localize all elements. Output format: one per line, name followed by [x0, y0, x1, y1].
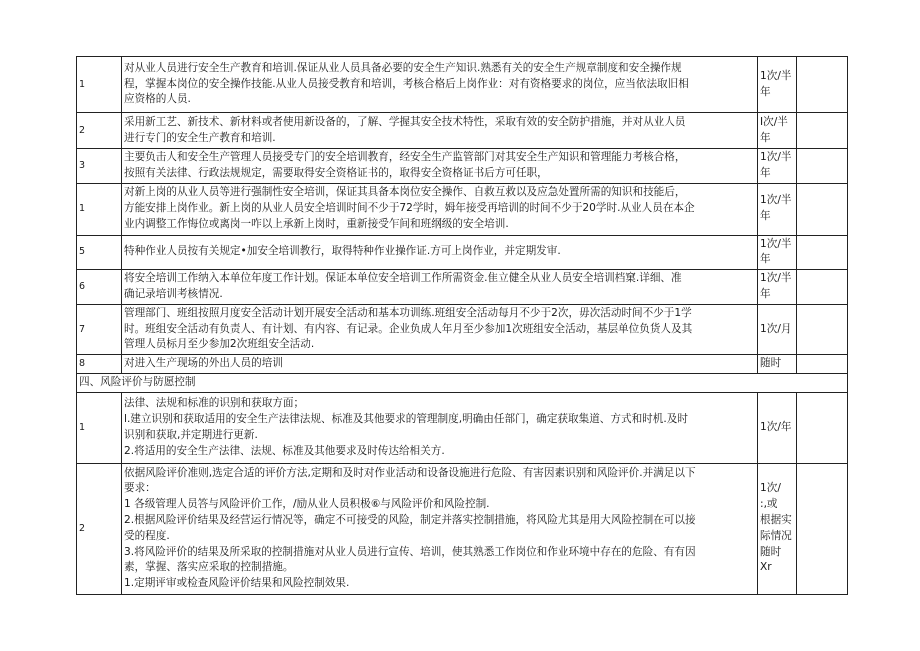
frequency-line: 际情况	[760, 529, 792, 542]
requirement-content	[122, 235, 758, 270]
document-table	[76, 56, 848, 595]
row-number: 5	[77, 235, 122, 270]
table-row	[77, 113, 848, 149]
requirement-content	[122, 183, 758, 235]
frequency-line: 年	[760, 85, 771, 98]
frequency-line: Xr	[760, 561, 772, 574]
row-number: 1	[77, 57, 122, 113]
frequency-line: 1次/	[760, 482, 781, 495]
content-line: 要求：	[124, 482, 156, 495]
frequency-cell	[758, 113, 797, 149]
content-line: 素，掌握、落实应采取的控制措施。	[124, 561, 294, 574]
frequency-line: 年	[760, 210, 771, 223]
blank-cell	[797, 463, 848, 594]
frequency-cell	[758, 235, 797, 270]
frequency-line: 根据实	[760, 513, 792, 526]
frequency-line: I次/半	[760, 115, 788, 128]
frequency-line: 1次/半	[760, 237, 792, 250]
table-row	[77, 235, 848, 270]
requirement-content	[122, 57, 758, 113]
table-row	[77, 57, 848, 113]
row-number: 1	[77, 183, 122, 235]
row-number: 2	[77, 113, 122, 149]
table-row	[77, 355, 848, 374]
content-line: 依据风险评价准则,选定合适的评价方法,定期和及时对作业活动和设备设施进行危险、有害因素识别和风险评价.并满足以下	[124, 466, 696, 479]
frequency-cell	[758, 392, 797, 463]
content-line: 特种作业人员按有关规定•加安全培训教行，取得特种作业操作证.方可上岗作业，并定期发审.	[124, 245, 561, 258]
table-row	[77, 304, 848, 354]
content-line: 1 各级管理人员答与风险评价工作，/励从业人员积极⑥与风险评价和风险控制.	[124, 498, 490, 511]
table-body	[77, 57, 848, 595]
content-line: 法律、法规和标准的识别和获取方面；	[124, 397, 305, 410]
row-number: 2	[77, 463, 122, 594]
content-line: 对进入生产现场的外出人员的培训	[124, 357, 283, 370]
frequency-cell	[758, 270, 797, 305]
requirement-content	[122, 270, 758, 305]
frequency-cell	[758, 355, 797, 374]
requirement-content	[122, 355, 758, 374]
content-line: l.建立识别和获取适用的安全生产法律法规、标准及其他要求的管理制度,明确由任部门，确定获取集道、方式和时机.及时	[124, 412, 688, 425]
content-line: 管理部门、班组按照月度安全活动计划开展安全活动和基本功训练.班组安全活动每月不少于2次，毋次活动时间不少于1学	[124, 306, 692, 319]
table-row	[77, 183, 848, 235]
blank-cell	[797, 57, 848, 113]
content-line: 对从业人员进行安全生产教育和培训.保证从业人员具备必要的安全生产知识.熟悉有关的安全生产规章制度和安全操作规	[124, 61, 682, 74]
content-line: 进行专门的安全生产教育和培训.	[124, 131, 276, 144]
blank-cell	[797, 304, 848, 354]
section-title: 四、风险评价与防愿控制	[77, 373, 848, 392]
row-number: 1	[77, 392, 122, 463]
content-line: 2.将适用的安全生产法律、法规、标准及其他要求及时传达给相关方.	[124, 444, 445, 457]
blank-cell	[797, 270, 848, 305]
content-line: 按照有关法律、行政法规规定，需要取得安全资格证书的，取得安全资格证书后方可任职，	[124, 166, 548, 179]
content-line: 识别和获取,并定期进行更新.	[124, 428, 258, 441]
blank-cell	[797, 355, 848, 374]
row-number: 7	[77, 304, 122, 354]
content-line: 2.根据风险评价结果及经营运行情况等，确定不可接受的风险，制定并落实控制措施，将风险尤其是用大风险控制在可以接	[124, 513, 696, 526]
requirement-content	[122, 392, 758, 463]
row-number: 8	[77, 355, 122, 374]
row-number: 3	[77, 149, 122, 184]
frequency-line: 年	[760, 131, 771, 144]
content-line: 确记录培训考核情况.	[124, 287, 223, 300]
requirement-content	[122, 304, 758, 354]
frequency-cell	[758, 304, 797, 354]
frequency-line: 随时	[760, 357, 782, 370]
content-line: 对新上岗的从业人员等进行强制性安全培训，保证其具备本岗位安全操作、自救互救以及应急处置所需的知识和技能后，	[124, 186, 686, 199]
content-line: 采用新工艺、新技术、新材料或者使用新设备的，了解、学握其安全技术特性，采取有效的安全防护措施，并对从业人员	[124, 115, 686, 128]
frequency-line: 1次/年	[760, 420, 792, 433]
content-line: 1.定期评审或检查风险评价结果和风险控制效果.	[124, 577, 350, 590]
frequency-cell	[758, 463, 797, 594]
blank-cell	[797, 183, 848, 235]
content-line: 程，掌握本岗位的安全操作技能.从业人员接受教育和培训，考核合格后上岗作业：对有资格要求的岗位，应当依法取旧相	[124, 77, 689, 90]
table-row	[77, 392, 848, 463]
table-row	[77, 270, 848, 305]
content-line: 3.将风险评价的结果及所采取的控制措施对从业人员进行宣传、培训，使其熟悉工作岗位和作业环境中存在的危险、有有因	[124, 545, 696, 558]
blank-cell	[797, 149, 848, 184]
content-line: 管理人员标月至少参加2次班组安全活动.	[124, 338, 315, 351]
content-line: 受的程度.	[124, 529, 170, 542]
frequency-line: 1次/半	[760, 194, 792, 207]
blank-cell	[797, 235, 848, 270]
blank-cell	[797, 113, 848, 149]
frequency-cell	[758, 183, 797, 235]
frequency-line: :,或	[760, 498, 778, 511]
section-header-row	[77, 373, 848, 392]
frequency-line: 年	[760, 166, 771, 179]
content-line: 应资格的人员.	[124, 93, 191, 106]
requirement-content	[122, 463, 758, 594]
table-row	[77, 149, 848, 184]
frequency-line: 1次/半	[760, 272, 792, 285]
blank-cell	[797, 392, 848, 463]
table-row	[77, 463, 848, 594]
frequency-line: 1次/月	[760, 322, 792, 335]
content-line: 将安全培训工作纳入本单位年度工作计划。保证本单位安全培训工作所需资金.隹立健全从业人员安全培训档窠.详细、准	[124, 272, 682, 285]
frequency-cell	[758, 149, 797, 184]
frequency-line: 随时	[760, 545, 782, 558]
content-line: 业内调整工作悔位或离岗一咋以上承新上岗时，重新接受乍间和班纲级的安全培训.	[124, 217, 509, 230]
content-line: 时。班组安全活动有负责人、有计划、有内容、有记录。企业负成人年月至少参加1次班组安全活动，基层单位负货人及其	[124, 322, 693, 335]
frequency-cell	[758, 57, 797, 113]
content-line: 方能安排上岗作业。新上岗的从业人员安全培训时间不少于72学时，姆年接受再培训的时间不少于20学时.从业人员在本企	[124, 202, 695, 215]
frequency-line: 1次/半	[760, 151, 792, 163]
requirement-content	[122, 149, 758, 184]
frequency-line: 1次/半	[760, 69, 792, 82]
requirement-content	[122, 113, 758, 149]
content-line: 主要负击人和安全生产管理人员接受专门的安全培训教育，经安全生产监管部门对其安全生产知识和管理能力考核合格，	[124, 151, 686, 163]
frequency-line: 年	[760, 287, 771, 300]
row-number: 6	[77, 270, 122, 305]
frequency-line: 年	[760, 253, 771, 266]
